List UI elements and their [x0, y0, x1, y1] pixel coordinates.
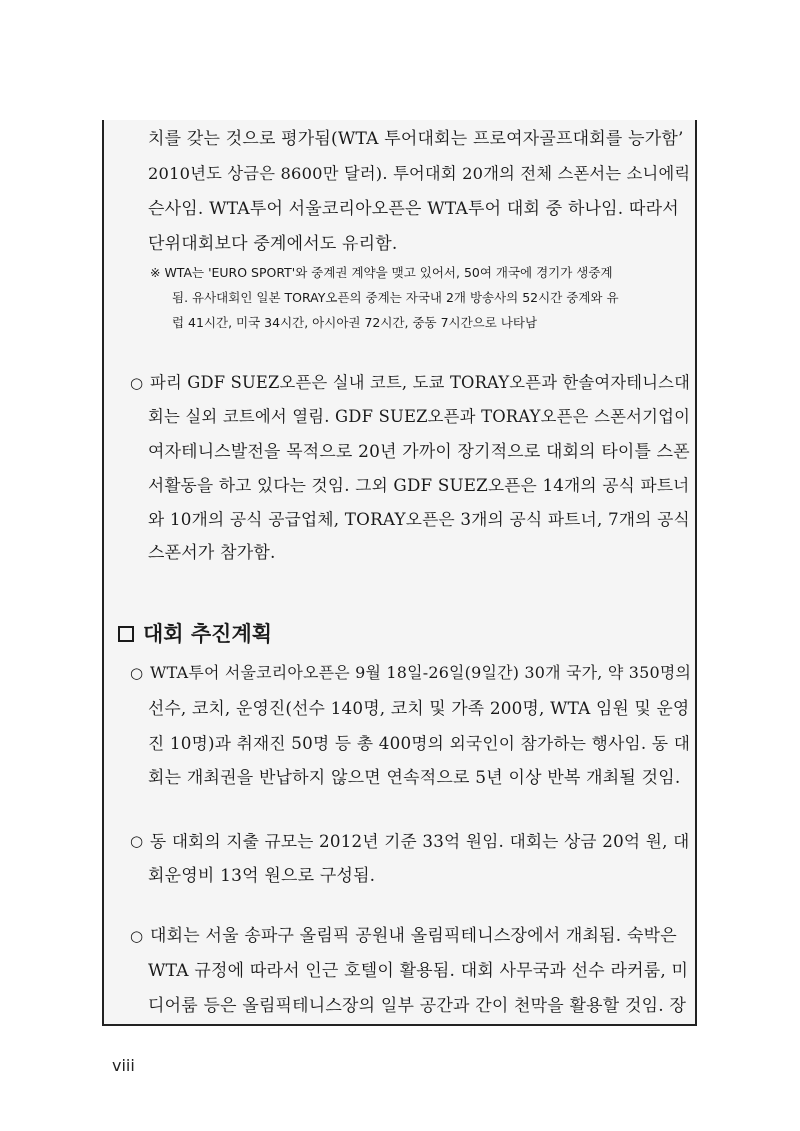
intro-line: 치를 갖는 것으로 평가됨(WTA 투어대회는 프로여자골프대회를 능가함’	[148, 129, 684, 149]
page-number: viii	[112, 1056, 135, 1075]
content-frame	[102, 120, 697, 1026]
paragraph-line: 회는 개최권을 반납하지 않으면 연속적으로 5년 이상 반복 개최될 것임.	[148, 768, 681, 788]
bullet-marker: ○	[130, 927, 144, 945]
section-heading-text: 대회 추진계획	[143, 622, 273, 646]
note-line: 됨. 유사대회인 일본 TORAY오픈의 중계는 자국내 2개 방송사의 52시간 중계와 유	[172, 290, 619, 305]
paragraph-line: 서활동을 하고 있다는 것임. 그외 GDF SUEZ오픈은 14개의 공식 파트너	[148, 475, 690, 495]
paragraph-line: 와 10개의 공식 공급업체, TORAY오픈은 3개의 공식 파트너, 7개의 공식	[148, 509, 690, 529]
paragraph-line: 선수, 코치, 운영진(선수 140명, 코치 및 가족 200명, WTA 임원 및 운영	[148, 698, 690, 718]
note-line: 럽 41시간, 미국 34시간, 아시아권 72시간, 중동 7시간으로 나타남	[172, 315, 538, 330]
section-heading	[118, 620, 272, 648]
bullet-marker: ○	[130, 374, 144, 392]
bullet-marker: ○	[130, 832, 144, 850]
intro-line: 2010년도 상금은 8600만 달러). 투어대회 20개의 전체 스폰서는 소니에릭	[148, 164, 691, 183]
paragraph-line: 파리 GDF SUEZ오픈은 실내 코트, 도쿄 TORAY오픈과 한솔여자테니스대	[150, 373, 691, 392]
paragraph-line: 여자테니스발전을 목적으로 20년 가까이 장기적으로 대회의 타이틀 스폰	[148, 441, 690, 461]
paragraph-line: 디어룸 등은 올림픽테니스장의 일부 공간과 간이 천막을 활용할 것임. 장	[148, 996, 687, 1016]
note-line: ※ WTA는 'EURO SPORT'와 중계권 계약을 맺고 있어서, 50여 개국에 경기가 생중계	[150, 265, 613, 280]
intro-line: 단위대회보다 중계에서도 유리함.	[148, 234, 398, 254]
paragraph-line: WTA 규정에 따라서 인근 호텔이 활용됨. 대회 사무국과 선수 라커룸, 미	[148, 961, 689, 981]
checkbox-square-icon	[118, 626, 134, 642]
paragraph-line: WTA투어 서울코리아오픈은 9월 18일-26일(9일간) 30개 국가, 약 350명의	[150, 663, 692, 682]
paragraph-line: 스폰서가 참가함.	[148, 543, 276, 563]
paragraph-line: 동 대회의 지출 규모는 2012년 기준 33억 원임. 대회는 상금 20억 원, 대	[150, 831, 690, 851]
paragraph-line: 회운영비 13억 원으로 구성됨.	[148, 866, 376, 886]
paragraph-line: 회는 실외 코트에서 열림. GDF SUEZ오픈과 TORAY오픈은 스폰서기업이	[148, 407, 691, 426]
bullet-marker: ○	[130, 664, 144, 682]
paragraph-line: 대회는 서울 송파구 올림픽 공원내 올림픽테니스장에서 개최됨. 숙박은	[150, 926, 677, 946]
paragraph-line: 진 10명)과 취재진 50명 등 총 400명의 외국인이 참가하는 행사임. 동 대	[148, 733, 691, 753]
intro-line: 슨사임. WTA투어 서울코리아오픈은 WTA투어 대회 중 하나임. 따라서	[148, 199, 679, 219]
